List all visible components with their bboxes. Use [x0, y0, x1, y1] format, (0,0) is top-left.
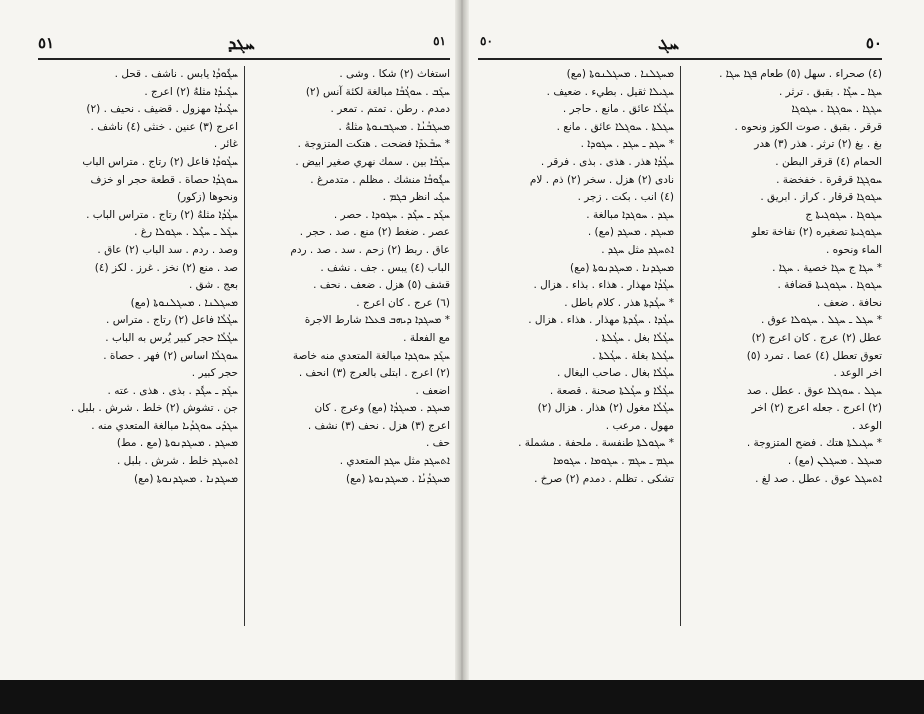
dictionary-line: ܐܬܚܓܠ عوق . عطل . صد لغ .: [755, 472, 882, 485]
dictionary-line: ܚܓܘܓܝܬܐ تصغيره (٢) نفاخة تعلو: [751, 226, 882, 239]
dictionary-line: ܡܚܓܠܢܐ . ܡܚܓܠܢܘܬܐ (مع): [130, 296, 238, 309]
dictionary-line: ܚܓܳܕܳܐ هذر . هذى . بذى . فرقر .: [540, 155, 674, 168]
dictionary-line: ܡܚܓܕܢܐ . ܡܚܓܕܢܘܬܐ (مع): [134, 472, 238, 485]
dictionary-line: بغ . بغ (٢) ترثر . هذر (٣) هدر: [754, 138, 882, 151]
dictionary-line: استغاث (٢) شكا . وشى .: [339, 68, 450, 80]
dictionary-line: عطل (٢) عرج . كان اعرج (٢): [751, 331, 882, 344]
dictionary-line: اضعف .: [415, 384, 450, 397]
dictionary-line: ܚܘܓܓܐ قرقرة . خفخضة .: [776, 173, 882, 186]
dictionary-line: ܚܓܳܠܬܐ بغلة . ܚܓܳܠܬܐ .: [592, 349, 674, 362]
right-running-head: [478, 30, 882, 58]
dictionary-line: ܡܚܓܠ . ܡܚܓܠܢ (مع) .: [787, 455, 882, 468]
right-running-headword: ܚܓ: [658, 34, 679, 54]
dictionary-line: ܚܓܠ . ܚܘܓܠܐ عوق . عطل . صد: [747, 384, 882, 397]
dictionary-line: ܚܘܓܠܳܐ اساس (٢) فهر . حصاة .: [103, 349, 238, 362]
dictionary-line: قشف (٥) هزل . ضعف . نحف .: [313, 279, 450, 292]
dictionary-line: ܡܚܓܕ . ܡܚܓܕܳܐ (مع) وعرج . كان: [314, 402, 450, 415]
dictionary-line: ܚܓܳܕܐ . ܚܓܳܕܬܐ مهذار . هذاء . هزال .: [528, 314, 674, 327]
dictionary-line: قرقر . بقبق . صوت الكوز ونحوه .: [734, 120, 882, 133]
dictionary-line: ܚܓܡ ـ ܚܓܡ . ܚܓܘܡܐ . ܚܓܘܡܐ: [553, 455, 674, 468]
dictionary-line: مع الفعلة .: [403, 331, 450, 344]
dictionary-line: ܚܓܳܠܳܐ فاعل (٢) رتاج . متراس .: [106, 314, 238, 327]
right-page-number: ٥٠: [865, 34, 882, 52]
dictionary-line: * ܡܚܓܕܐ ܕܝܗܒ ܦܥܠܐ شارط الاجرة: [304, 314, 450, 327]
dictionary-line: الماء ونحوه .: [825, 243, 882, 256]
dictionary-line: * ܚܓܳܕܬܐ هذر . كلام باطل .: [564, 296, 674, 309]
dictionary-line: الحمام (٤) قرقر البطن .: [775, 155, 882, 168]
dictionary-line: ܚܓܳܠܳܐ حجر كبير يُرس به الباب .: [105, 331, 238, 344]
dictionary-line: * ܚܓܠ ـ ܚܓܠ . ܚܓܘܠܐ عوق .: [760, 314, 882, 327]
dictionary-line: ܚܓܰܕ ـ ܚܓܶܕ . ܚܓܘܕܐ . حصر .: [333, 208, 450, 221]
dictionary-line: اخر الوعد .: [833, 367, 882, 380]
dictionary-line: ܚܓܘܓܐ قرقار . كراز . ابريق .: [760, 191, 882, 204]
right-folio: ٥٠: [480, 34, 493, 48]
dictionary-line: ܐܬܚܓܕ خلط . شرش . بلبل .: [116, 455, 238, 468]
right-page: [478, 30, 882, 630]
left-page-number: ٥١: [38, 34, 55, 52]
dictionary-line: ܚܓܺܝ انظر ܟܓܡ .: [382, 191, 450, 204]
dictionary-line: ܚܓܰܕ ـ ܚܓܽܕ . بذى . هذى . عته .: [107, 384, 238, 397]
dictionary-line: ܚܓܰܒ . ܚܘܓܳܒܳܐ مبالغة لكئة آنس (٢): [305, 85, 450, 98]
dictionary-line: ܡܚܓܒܳܢܳܐ . ܡܚܓܒܢܘܬܐ مثلهُ .: [338, 120, 450, 133]
left-column-divider: [244, 66, 245, 626]
dictionary-line: ܚܓܘܓܐ . ܚܓܘܓܝܬܐ قضافة .: [777, 279, 882, 292]
dictionary-line: ܚܓܠܬܐ . ܚܘܓܠܐ عائق . مانع .: [556, 120, 674, 133]
right-head-rule: [478, 58, 882, 60]
dictionary-line: ܚܓܕܰܝ ܚܘܓܕܳܝܐ مبالغة المتعدي منه .: [91, 419, 238, 432]
dictionary-line: (٦) عرج . كان اعرج .: [356, 296, 450, 309]
dictionary-line: ܚܓܳܠܳܐ و ܚܓܳܠܬܐ صحنة . قصعة .: [549, 384, 674, 397]
dictionary-line: * ܚܓܕ ـ ܚܓܕ . ܚܓܘܕܐ .: [580, 138, 674, 151]
dictionary-line: ܚܘܓܕܳܐ حصاة . قطعة حجر او خزف: [90, 173, 238, 186]
dictionary-line: ܚܓܕ . ܚܘܓܕܐ مبالغة .: [586, 208, 674, 221]
dictionary-line: ܚܓܳܕܳܐ مهذار . هذاء . بذاء . هزال .: [533, 279, 674, 292]
dictionary-line: ܚܓܰܒܳܐ بين . سمك نهري صغير ابيض .: [295, 155, 450, 168]
left-page-left-column: [38, 66, 238, 630]
dictionary-line: بعج . شق .: [188, 279, 238, 292]
dictionary-line: ܚܓܳܕܳܐ مثلهُ (٢) رتاج . متراس الباب .: [86, 208, 238, 221]
dictionary-line: دمدم . رطن . تمتم . تمعر .: [330, 103, 450, 116]
dictionary-line: ܚܓܳܠܳܐ بغال . صاحب البغال .: [557, 367, 674, 380]
dictionary-line: ܚܓܳܘܕܳܐ فاعل (٢) رتاج . متراس الباب: [82, 155, 238, 168]
dictionary-line: الباب (٤) يبس . جف . نشف .: [320, 261, 450, 274]
dictionary-line: (٤) انب . بكت . زجر .: [577, 191, 674, 204]
dictionary-line: ܚܓܽܘܕܳܐ يابس . ناشف . قحل .: [114, 68, 238, 80]
dictionary-line: الوعد .: [852, 419, 882, 432]
left-running-head: [38, 30, 450, 58]
dictionary-line: * ܚܒܰܥܕܰܐ فضحت . هتكت المتزوجة .: [297, 138, 450, 151]
dictionary-line: ܡܚܓܕܳܢܳܐ . ܡܚܓܕܢܘܬܐ (مع): [346, 472, 450, 485]
left-folio: ٥١: [433, 34, 446, 48]
dictionary-line: ܚܓܳܠܳܐ عائق . مانع . حاجر .: [562, 103, 674, 116]
dictionary-line: حف .: [425, 437, 450, 450]
dictionary-line: جن . تشوش (٢) خلط . شرش . بلبل .: [70, 402, 238, 415]
dictionary-line: ܚܓܓܐ . ܚܘܓܓܐ . ܚܓܘܓܐ: [791, 103, 882, 116]
dictionary-line: عاق . ربط (٢) زحم . سد . صد . ردم: [290, 243, 450, 256]
dictionary-line: * ܚܓܝܠܬܐ هتك . فضح المتزوجة .: [746, 437, 882, 450]
dictionary-line: اعرج (٣) هزل . نحف (٣) نشف .: [307, 419, 450, 432]
dictionary-line: ܚܓܰܠ ـ ܚܓܶܠ . ܚܓܘܠܐ رغ .: [134, 226, 238, 239]
dictionary-line: (٢) اعرج . ابتلى بالعرج (٣) انحف .: [298, 367, 450, 380]
right-page-left-column: [478, 66, 674, 630]
dictionary-line: ܐܬܚܓܕ مثل ܚܓܕ المتعدي .: [339, 455, 450, 468]
dictionary-line: ܚܓܺܝܕܳܐ مهزول . قضيف . نحيف . (٢): [86, 103, 238, 116]
dictionary-line: وصد . ردم . سد الباب (٢) عاق .: [97, 243, 238, 256]
dictionary-line: عصر . ضغط (٢) منع . صد . حجر .: [299, 226, 450, 239]
dictionary-line: (٢) اعرج . جعله اعرج (٢) اخر: [751, 402, 882, 415]
dictionary-line: ܚܓܳܠܳܐ مغول (٢) هذار . هزال (٢): [537, 402, 674, 415]
dictionary-line: ܚܓܘܓܐ . ܚܓܘܓܝܬܐ ج: [805, 208, 882, 221]
left-head-rule: [38, 58, 450, 60]
dictionary-line: ونحوها (زكور): [176, 191, 238, 204]
book-gutter: [455, 0, 469, 680]
right-column-divider: [680, 66, 681, 626]
scan-bottom-edge: [0, 680, 924, 714]
dictionary-line: ܚܓܽܘܒܳܐ منشك . مظلم . متدمرغ .: [310, 173, 450, 186]
dictionary-line: ܚܓܳܠܳܐ بغل . ܚܓܳܠܬܐ .: [595, 331, 674, 344]
dictionary-line: ܚܓܐ ـ ܚܓܶܐ . بقبق . ترثر .: [778, 85, 882, 98]
dictionary-line: * ܚܓܘܠܬܐ طنفسة . ملحفة . مشملة .: [518, 437, 674, 450]
left-running-headword: ܚܓܕ: [228, 34, 255, 54]
dictionary-line: حجر كبير .: [191, 367, 238, 380]
dictionary-line: ܚܓܺܝܕܳܐ مثلهُ (٢) اعرج .: [144, 85, 238, 98]
dictionary-line: نادى (٢) هزل . سخر (٢) ذم . لام: [529, 173, 674, 186]
dictionary-line: ܐܬܚܓܕ مثل ܚܓܕ .: [601, 243, 674, 256]
dictionary-line: ܡܚܓܕ . ܡܚܓܕ (مع) .: [587, 226, 674, 239]
dictionary-line: تعوق تعطل (٤) عصا . تمرد (٥): [746, 349, 882, 362]
dictionary-line: ܡܚܓܕ . ܡܚܓܕܢܘܬܐ (مع . مط): [116, 437, 238, 450]
dictionary-line: نحافة . ضعف .: [816, 296, 882, 309]
dictionary-line: تشكى . تظلم . دمدم (٢) صرخ .: [534, 472, 674, 485]
dictionary-line: ܚܓܝܠܐ ثقيل . بطيء . ضعيف .: [546, 85, 674, 98]
left-page-right-column: [250, 66, 450, 630]
right-page-right-column: [686, 66, 882, 630]
dictionary-line: صد . منع (٢) نخز . غرز . لكز (٤): [94, 261, 238, 274]
dictionary-line: * ܚܓܐ ج ܚܓܐ خصية . ܚܓܐ .: [772, 261, 882, 274]
dictionary-line: اعرج (٣) عنين . خنثى (٤) ناشف .: [90, 120, 238, 133]
dictionary-line: غائر .: [213, 138, 238, 151]
dictionary-line: ܚܓܰܕ ܚܘܓܕܐ مبالغة المتعدي منه خاصة: [292, 349, 450, 362]
dictionary-line: مهول . مرعب .: [605, 419, 674, 432]
left-page: [38, 30, 450, 630]
dictionary-line: (٤) صحراء . سهل (٥) طعام ܦܓܐ ܚܓܐ .: [719, 68, 882, 80]
dictionary-line: ܡܚܓܠܢܐ . ܡܚܓܠܢܘܬܐ (مع): [566, 68, 674, 80]
dictionary-line: ܡܚܓܕܢܐ . ܡܚܓܕܢܘܬܐ (مع): [570, 261, 674, 274]
